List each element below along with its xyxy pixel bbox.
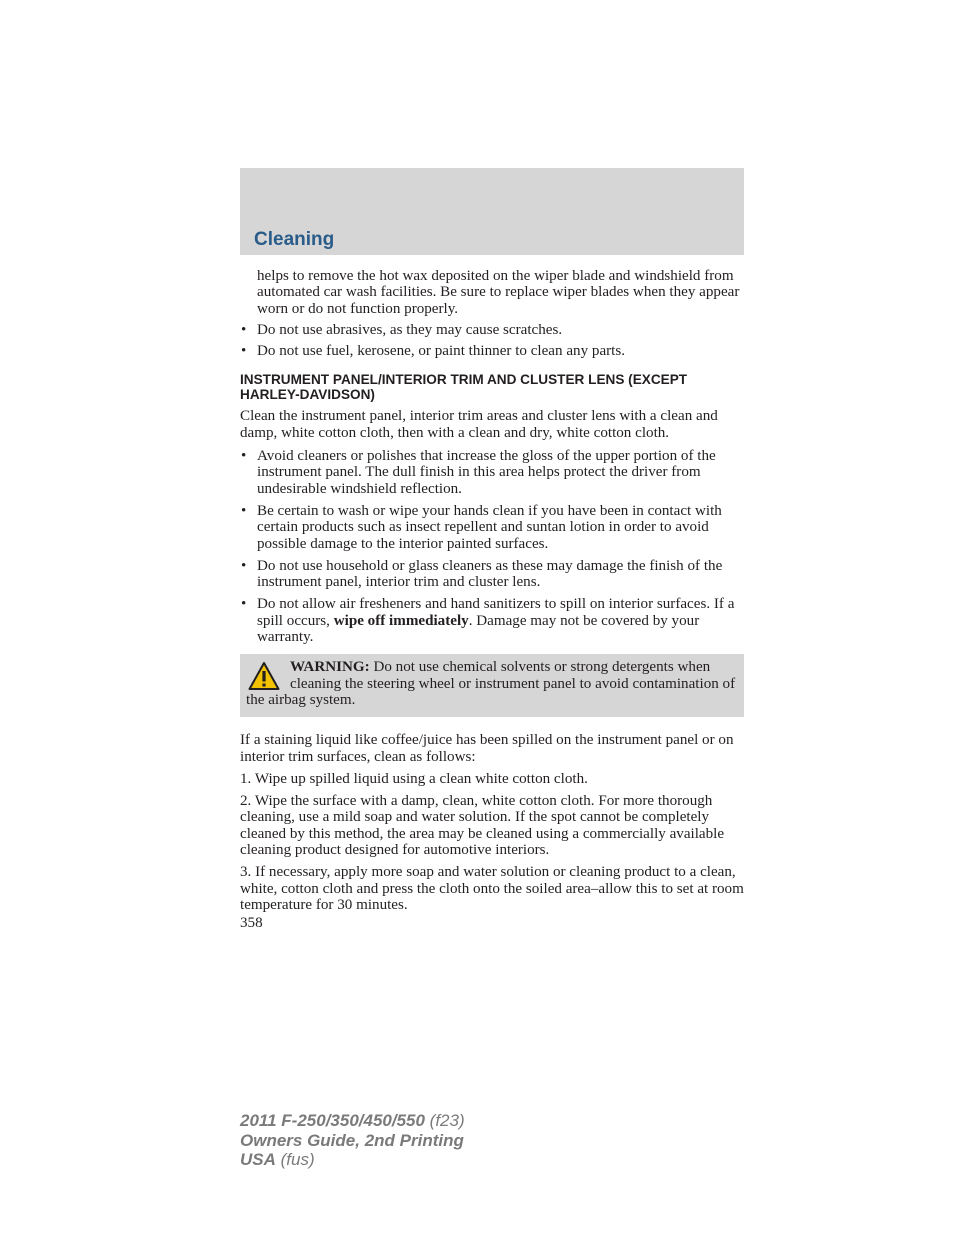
section-bullet-list	[240, 448, 744, 645]
section-heading: INSTRUMENT PANEL/INTERIOR TRIM AND CLUSTER LENS (EXCEPT HARLEY-DAVIDSON)	[240, 372, 688, 403]
footer-line-region: USA (fus)	[240, 1150, 315, 1169]
list-item: • Be certain to wash or wipe your hands clean if you have been in contact with certain products such as insect repellent and suntan lotion in order to avoid possible damage to the interior painted surfaces.	[241, 502, 722, 552]
step-3: 3. If necessary, apply more soap and water solution or cleaning product to a clean, white, cotton cloth and press the cloth onto the soiled area–allow this to set at room temperature for 30 minutes.	[240, 864, 744, 913]
list-item: • Do not use fuel, kerosene, or paint thinner to clean any parts.	[241, 343, 626, 360]
bullet-icon: •	[241, 596, 247, 613]
section-paragraph: Clean the instrument panel, interior trim areas and cluster lens with a clean and damp, white cotton cloth, then with a clean and dry, white cotton cloth.	[240, 408, 718, 441]
bullet-icon: •	[241, 557, 247, 574]
page-number: 358	[240, 915, 263, 932]
warning-triangle-icon	[248, 661, 280, 691]
warning-label: WARNING:	[290, 659, 370, 676]
section-header-band	[240, 168, 744, 255]
warning-text: Do not use chemical solvents or strong detergents when cleaning the steering wheel or instrument panel to avoid contamination of the airbag system.	[246, 659, 736, 708]
bullet-icon: •	[241, 321, 247, 338]
footer-line-model: 2011 F-250/350/450/550 (f23)	[240, 1111, 465, 1130]
bullet-icon: •	[241, 343, 247, 360]
bullet-icon: •	[241, 448, 247, 465]
list-item: • Avoid cleaners or polishes that increase the gloss of the upper portion of the instrument panel. The dull finish in this area helps protect the driver from undesirable windshield reflection.	[241, 448, 716, 497]
page-content	[240, 268, 744, 932]
staining-intro: If a staining liquid like coffee/juice has been spilled on the instrument panel or on interior trim surfaces, clean as follows:	[240, 732, 734, 765]
section-title: Cleaning	[254, 229, 335, 250]
footer-line-guide: Owners Guide, 2nd Printing	[240, 1130, 464, 1150]
step-2: 2. Wipe the surface with a damp, clean, white cotton cloth. For more thorough cleaning, use a mild soap and water solution. If the spot cannot be completely cleaned by this method, the area may be cleaned using a commercially available cleaning product designed for automotive interiors.	[240, 793, 725, 859]
bullet-icon: •	[241, 502, 247, 519]
intro-bullet-list	[240, 322, 744, 360]
document-footer	[240, 1111, 465, 1170]
continued-text: helps to remove the hot wax deposited on the wiper blade and windshield from automated car wash facilities. Be sure to replace wiper blades when they appear worn or do not function properly.	[257, 268, 740, 317]
step-1: 1. Wipe up spilled liquid using a clean white cotton cloth.	[240, 770, 588, 787]
list-item: • Do not use household or glass cleaners as these may damage the finish of the instrument panel, interior trim and cluster lens.	[241, 557, 723, 591]
warning-box	[240, 654, 744, 717]
list-item: • Do not allow air fresheners and hand sanitizers to spill on interior surfaces. If a spill occurs, wipe off immediately. Damage may not be covered by your warranty.	[241, 596, 735, 646]
emphasis-text: wipe off immediately	[333, 612, 469, 629]
list-item: • Do not use abrasives, as they may cause scratches.	[241, 321, 563, 338]
